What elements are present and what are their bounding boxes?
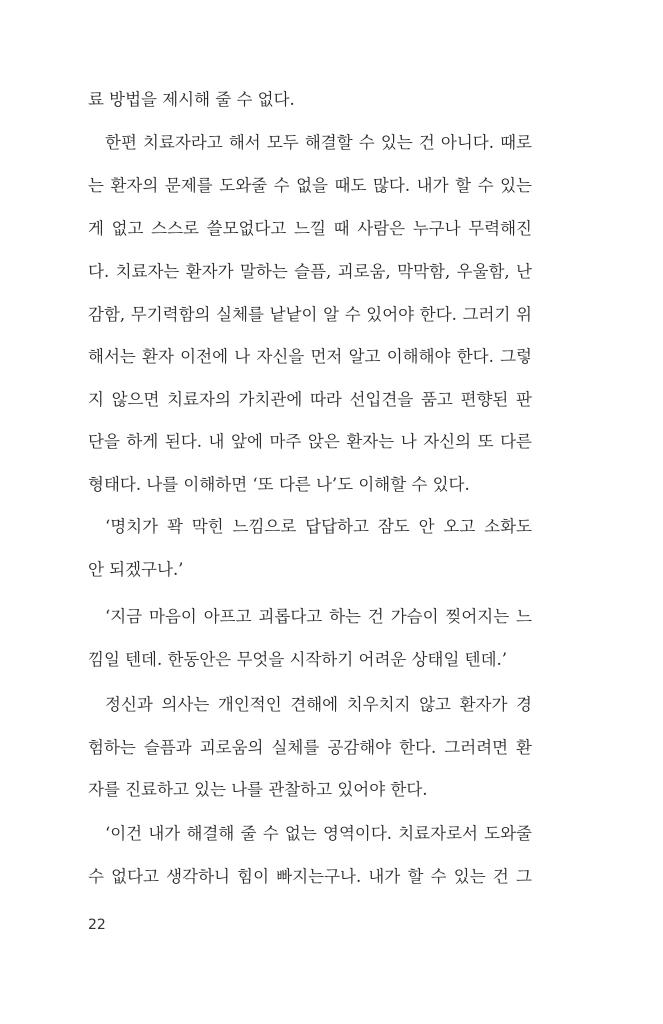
text-line: 다. 치료자는 환자가 말하는 슬픔, 괴로움, 막막함, 우울함, 난 [88,262,532,281]
text-line: 험하는 슬픔과 괴로움의 실체를 공감해야 한다. 그러려면 환 [88,738,532,757]
text-line: 단을 하게 된다. 내 앞에 마주 앉은 환자는 나 자신의 또 다른 [88,432,532,451]
text-line: 수 없다고 생각하니 힘이 빠지는구나. 내가 할 수 있는 건 그 [88,867,532,886]
text-line: 낌일 텐데. 한동안은 무엇을 시작하기 어려운 상태일 텐데.’ [88,650,508,669]
paragraph-first-line: 한편 치료자라고 해서 모두 해결할 수 있는 건 아니다. 때로 [105,133,532,152]
paragraph-first-line: ‘이건 내가 해결해 줄 수 없는 영역이다. 치료자로서 도와줄 [105,824,532,843]
text-line: 는 환자의 문제를 도와줄 수 없을 때도 많다. 내가 할 수 있는 [88,176,532,195]
paragraph-first-line: 정신과 의사는 개인적인 견해에 치우치지 않고 환자가 경 [105,695,532,714]
paragraph-first-line: ‘명치가 꽉 막힌 느낌으로 답답하고 잠도 안 오고 소화도 [105,517,532,536]
text-line: 게 없고 스스로 쓸모없다고 느낄 때 사람은 누구나 무력해진 [88,219,532,238]
text-line: 안 되겠구나.’ [88,560,184,579]
text-line: 해서는 환자 이전에 나 자신을 먼저 알고 이해해야 한다. 그렇 [88,347,532,366]
paragraph-first-line: ‘지금 마음이 아프고 괴롭다고 하는 건 가슴이 찢어지는 느 [105,607,532,626]
text-line: 형태다. 나를 이해하면 ‘또 다른 나’도 이해할 수 있다. [88,475,470,494]
text-line: 자를 진료하고 있는 나를 관찰하고 있어야 한다. [88,780,428,799]
text-line: 감함, 무기력함의 실체를 낱낱이 알 수 있어야 한다. 그러기 위 [88,305,532,324]
text-line: 료 방법을 제시해 줄 수 없다. [88,90,295,109]
page-number: 22 [88,917,106,933]
text-line: 지 않으면 치료자의 가치관에 따라 선입견을 품고 편향된 판 [88,390,532,409]
